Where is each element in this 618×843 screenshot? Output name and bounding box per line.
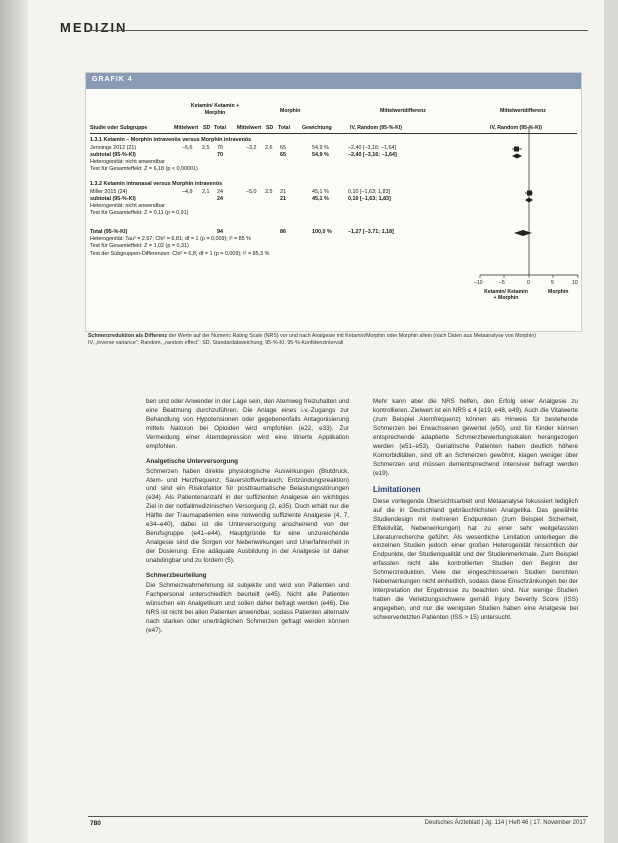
sg2-ci: 0,10 [–1,63; 1,83] xyxy=(348,189,390,195)
favours-right-label: Morphin xyxy=(548,289,569,295)
axis-tick-label: 0 xyxy=(527,280,530,286)
sg1-sd1: 2,5 xyxy=(202,145,210,151)
md-sub-header: IV, Random (95-%-KI) xyxy=(350,125,402,131)
journal-footer: Deutsches Ärzteblatt | Jg. 114 | Heft 46 | 17. November 2017 xyxy=(424,820,586,826)
total-w: 100,0 % xyxy=(312,229,332,235)
subgroup2-study: Miller 2015 (24) xyxy=(90,189,128,195)
sg1-sub-w: 54,9 % xyxy=(312,152,329,158)
total-n1: 94 xyxy=(217,229,223,235)
body-column-right xyxy=(373,398,578,627)
sg2-heterogeneity: Heterogenität: nicht anwendbar xyxy=(90,203,165,209)
sg2-test: Test für Gesamteffekt: Z = 0,11 (p = 0,91) xyxy=(90,210,189,216)
sg2-n1: 24 xyxy=(217,189,223,195)
sg1-study-point xyxy=(514,147,519,152)
sg1-heterogeneity: Heterogenität: nicht anwendbar xyxy=(90,159,165,165)
sg1-n2: 65 xyxy=(280,145,286,151)
sg2-m1: –4,9 xyxy=(182,189,193,195)
axis-tick-label: 5 xyxy=(551,280,554,286)
sg2-study-point xyxy=(527,191,532,196)
sg1-sub-n1: 70 xyxy=(217,152,223,158)
sg1-n1: 70 xyxy=(217,145,223,151)
group1-header: Ketamin/ Ketamin + Morphin xyxy=(190,103,240,116)
sg1-test: Test für Gesamteffekt: Z = 6,18 (p < 0,00001) xyxy=(90,166,198,172)
axis-tick-label: –5 xyxy=(499,280,505,286)
total-ci: –1,27 [–3,71; 1,18] xyxy=(348,229,394,235)
group2-header: Morphin xyxy=(280,108,301,114)
caption-abbrev: IV, „inverse variance“; Random, „random effect“; SD, Standardabweichung; 95-%-KI, 95-%-Konfidenzintervall xyxy=(88,340,344,347)
sg1-m2: –3,2 xyxy=(246,145,257,151)
sd2-header: SD xyxy=(266,125,274,131)
sg1-sd2: 2,6 xyxy=(265,145,273,151)
weight-header: Gewichtung xyxy=(302,125,332,131)
study-header: Studie oder Subgruppe xyxy=(90,125,148,131)
sg2-sub-ci: 0,10 [–1,63; 1,83] xyxy=(348,196,391,202)
md-header-plot: Mittelwertdifferenz xyxy=(500,108,546,114)
md-header: Mittelwertdifferenz xyxy=(380,108,426,114)
total1-header: Total xyxy=(214,125,227,131)
section-heading: Limitationen xyxy=(373,485,421,495)
sg2-sub-n1: 24 xyxy=(217,196,223,202)
sg1-m1: –5,6 xyxy=(182,145,193,151)
total-heterogeneity: Heterogenität: Tau² = 2,67; Chi² = 6,81; df = 1 (p = 0,009); I² = 85 % xyxy=(90,236,251,242)
subheading: Schmerzbeurteilung xyxy=(146,571,207,579)
sg1-sub-ci: –2,40 [–3,16; –1,64] xyxy=(348,152,397,158)
figure-label: GRAFIK 4 xyxy=(92,76,133,83)
md-sub-header-plot: IV, Random (95-%-KI) xyxy=(490,125,542,131)
sg1-subtotal-diamond xyxy=(512,154,522,159)
paragraph: Mehr kann aber die NRS helfen, den Erfolg einer Analgesie zu kontrollieren. Zielwert ist ein NRS ≤ 4 (e19, e48, e49). Auch die Vitalwerte (zum Beispiel Atemfrequenz) können als Hinweis für bestehende Schmerzen bei Erwachsenen gewertet (e50), und für Kinder können entsprechende adaptierte Schmerzbewertungsskalen herangezogen werden (e51–e53). Geriatrische Patienten haben deutlich höhere Komorbiditäten, sind oft an Schmerzen gewöhnt, klagen weniger über Schmerzen und müssen dementsprechend intensiver befragt werden (e19). xyxy=(373,398,578,477)
sg2-sd2: 2,5 xyxy=(265,189,273,195)
section-header: MEDIZIN xyxy=(60,20,128,35)
page-spine-shadow xyxy=(0,0,28,843)
header-rule xyxy=(88,30,588,31)
total-label: Total (95-%-KI) xyxy=(90,229,128,235)
subheading: Analgetische Unterversorgung xyxy=(146,457,239,465)
caption-bold: Schmerzreduktion als Differenz xyxy=(88,333,168,339)
page-number: 780 xyxy=(90,820,101,827)
forest-plot-figure xyxy=(85,72,582,332)
sg2-n2: 21 xyxy=(280,189,286,195)
sg1-sub-n2: 65 xyxy=(280,152,286,158)
paragraph: Die Schmerzwahrnehmung ist subjektiv und wird von Patienten und Fachpersonal unterschiedlich beurteilt (e45). Nicht alle Patienten wünschen ein Analgetikum und sollen daher befragt werden (e46). Die NRS ist nicht bei allen Patienten anwendbar, sodass Patienten alternativ nach starken oder unerträglichen Schmerzen gefragt werden können (e47). xyxy=(146,581,349,634)
total-test: Test für Gesamteffekt: Z = 1,02 (p = 0,31) xyxy=(90,243,189,249)
body-column-left xyxy=(146,398,349,639)
sg2-m2: –5,0 xyxy=(246,189,257,195)
axis-tick-label: –10 xyxy=(474,280,483,286)
paragraph: ben und oder Anwender in der Lage sein, den Atemweg freizuhalten und eine Beatmung durchzuführen. Die Anlage eines i.v.-Zugangs zur Behandlung von Hypotensionen oder gegebenenfalls Antagonisierung mittels Naloxon bei Opioiden wird empfohlen (e22, e33). Zur Vermeidung einer Atemdepression wird eine titrierte Applikation empfohlen. xyxy=(146,398,349,450)
total-n2: 86 xyxy=(280,229,286,235)
caption-text: der Werte auf der Numeric Rating Scale (NRS) vor und nach Analgesie mit Ketamin/Morphin oder Morphin allein (nach Daten aus Metaanalyse von Morphin) xyxy=(167,333,536,339)
axis-tick-label: 10 xyxy=(572,280,578,286)
subgroup-diff-test: Test der Subgruppen-Differenzen: Chi² = 6,8; df = 1 (p = 0,009); I² = 85,3 % xyxy=(90,251,270,257)
subgroup1-title: 1.3.1 Ketamin – Morphin intravenös versus Morphin intravenös xyxy=(90,137,252,143)
total2-header: Total xyxy=(278,125,291,131)
sg2-sub-w: 45,1 % xyxy=(312,196,329,202)
paragraph: Diese vorliegende Übersichtsarbeit und Metaanalyse fokussiert lediglich auf die in Deutschland gebräuchlichsten Analgetika. Das gewählte Studiendesign mit mehreren Endpunkten (zum Beispiel Sicherheit, Effektivität, Nebenwirkungen) hat zu einer sehr weitgefassten Literaturrecherche geführt. Als wesentliche Limitation unterliegen die einzelnen Studien jedoch einer großen Heterogenität hinsichtlich der Endpunkte, der Studienqualität und der Studienmerkmale. Zum Beispiel erfassten nicht alle kontrollierten Studien den Beginn der Schmerzreduktion. Viele der eingeschlossenen Studien berichten Nebenwirkungen nicht einheitlich, sodass diese Einschränkungen bei der Interpretation der Ergebnisse zu beachten sind. Nur wenige Studien hatten die Verletzungsschwere gemäß Injury Severity Score (ISS) angegeben, und nur die wenigsten Studien haben eine Analgesie bei schwerverletzten Patienten (ISS > 15) untersucht. xyxy=(373,497,578,621)
subgroup1-study: Jennings 2012 (21) xyxy=(90,145,137,151)
mean1-header: Mittelwert xyxy=(174,125,199,131)
sg2-sub-n2: 21 xyxy=(280,196,286,202)
footer-rule xyxy=(88,816,588,817)
sg2-sd1: 2,1 xyxy=(202,189,210,195)
sg2-subtotal-label: subtotal (95-%-KI) xyxy=(90,196,136,202)
favours-left-label: Ketamin/ Ketamin + Morphin xyxy=(484,289,528,301)
mean2-header: Mittelwert xyxy=(237,125,262,131)
sg2-w: 45,1 % xyxy=(312,189,329,195)
figure-caption xyxy=(88,333,578,348)
sg1-subtotal-label: subtotal (95-%-KI) xyxy=(90,152,136,158)
subgroup2-title: 1.3.2 Ketamin intranasal versus Morphin intravenös xyxy=(90,181,223,187)
sd1-header: SD xyxy=(203,125,211,131)
sg1-w: 54,9 % xyxy=(312,145,329,151)
sg2-subtotal-diamond xyxy=(525,198,533,203)
sg1-ci: –2,40 [–3,16; –1,64] xyxy=(348,145,396,151)
paragraph: Schmerzen haben direkte physiologische Auswirkungen (Blutdruck, Atem- und Herzfrequenz, Sauerstoffverbrauch, Entzündungsreaktion) und sind ein Risikofaktor für posttraumatische Belastungsstörungen (e34). Als Patientenanzahl in der suffizienten Analgesie ein wichtiges Ziel in der notfallmedizinischen Versorgung (2, e35). Doch erhält nur die Hälfte der Traumapatienten eine notwendig suffiziente Analgesie (4, 7, e34–e40), dabei ist die Unterversorgung anscheinend von der Berufsgruppe (e41–e44). Hauptgründe für eine unzureichende Analgesie sind die Sorgen vor Nebenwirkungen und Unerfahrenheit in der Dosierung. Eine adäquate Ausbildung in der Analgesie ist daher unabdingbar und zu fordern (5). xyxy=(146,467,349,564)
